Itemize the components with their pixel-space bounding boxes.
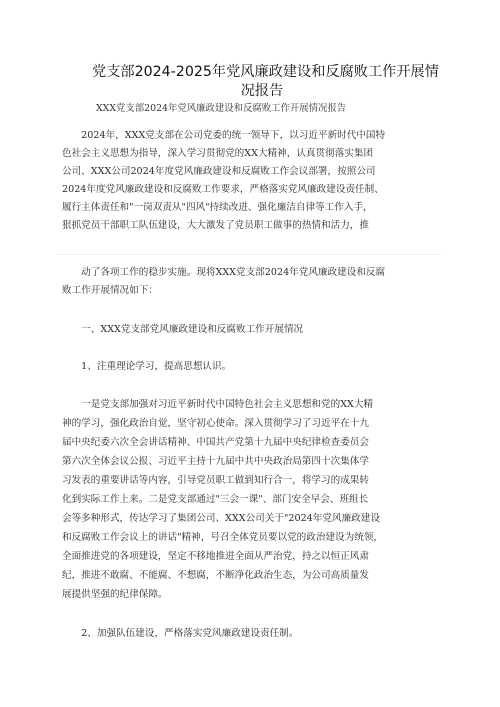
paragraph-1-line-3: 公司、XXX公司2024年度党风廉政建设和反腐败工作会议部署，按照公司	[62, 166, 376, 177]
paragraph-1-line-1: 2024年，XXX党支部在公司党委的统一领导下，以习近平新时代中国特	[62, 130, 386, 141]
title-line-2: 况报告	[240, 83, 284, 99]
paragraph-1-line-4: 2024年度党风廉政建设和反腐败工作要求，严格落实党风廉政建设责任制、	[62, 184, 384, 195]
paragraph-2-line-1: 动了各项工作的稳步实施。现将XXX党支部2024年党风廉政建设和反腐	[62, 267, 386, 278]
paragraph-5-line-3: 届中央纪委六次全会讲话精神、中国共产党第十九届中央纪律检查委员会	[62, 437, 369, 448]
paragraph-5-line-2: 神的学习，强化政治自觉，坚守初心使命。深入贯彻学习了习近平在十九	[62, 418, 369, 429]
paragraph-5-line-4: 第六次全体会议公报、习近平主持十九届中共中央政治局第四十次集体学	[62, 456, 369, 467]
paragraph-5-line-7: 会等多种形式，传达学习了集团公司、XXX公司关于"2024年党风廉政建设	[62, 513, 380, 524]
page-break-gap	[58, 254, 442, 255]
subheading-1: 1、注重理论学习，提高思想认识。	[62, 361, 232, 372]
paragraph-5-line-10: 纪，推进不敢腐、不能腐、不想腐，不断净化政治生态，为公司高质量发	[62, 570, 369, 581]
title-line-1: 党支部2024-2025年党风廉政建设和反腐败工作开展情	[92, 64, 439, 80]
section-heading-1: 一、XXX党支部党风廉政建设和反腐败工作开展情况	[62, 324, 304, 335]
paragraph-1-line-2: 色社会主义思想为指导，深入学习贯彻党的XX大精神，认真贯彻落实集团	[62, 148, 374, 159]
paragraph-1-line-6: 狠抓党员干部职工队伍建设，大大激发了党员职工做事的热情和活力，推	[62, 220, 369, 231]
paragraph-5-line-9: 全面推进党的各项建设，坚定不移地推进全面从严治党，持之以恒正风肃	[62, 551, 369, 562]
paragraph-5-line-1: 一是党支部加强对习近平新时代中国特色社会主义思想和党的XX大精	[62, 399, 374, 410]
paragraph-5-line-8: 和反腐败工作会议上的讲话"精神，号召全体党员要以党的政治建设为统领，	[62, 532, 384, 543]
document-title	[92, 63, 439, 101]
subheading-2: 2、加强队伍建设，严格落实党风廉政建设责任制。	[62, 628, 299, 639]
paragraph-1-line-5: 履行主体责任和"一岗双责从"四风"持续改进、强化廉洁自律等工作入手，	[62, 202, 373, 213]
paragraph-5-line-6: 化到实际工作上来。二是党支部通过"三会一课"、部门安全早会、班组长	[62, 494, 369, 505]
document-subtitle: XXX党支部2024年党风廉政建设和反腐败工作开展情况报告	[96, 103, 347, 114]
paragraph-5-line-11: 展提供坚强的纪律保障。	[62, 589, 168, 600]
paragraph-2-line-2: 败工作开展情况如下：	[62, 285, 158, 296]
paragraph-5-line-5: 习发表的重要讲话等内容，引导党员职工做到知行合一，将学习的成果转	[62, 475, 369, 486]
